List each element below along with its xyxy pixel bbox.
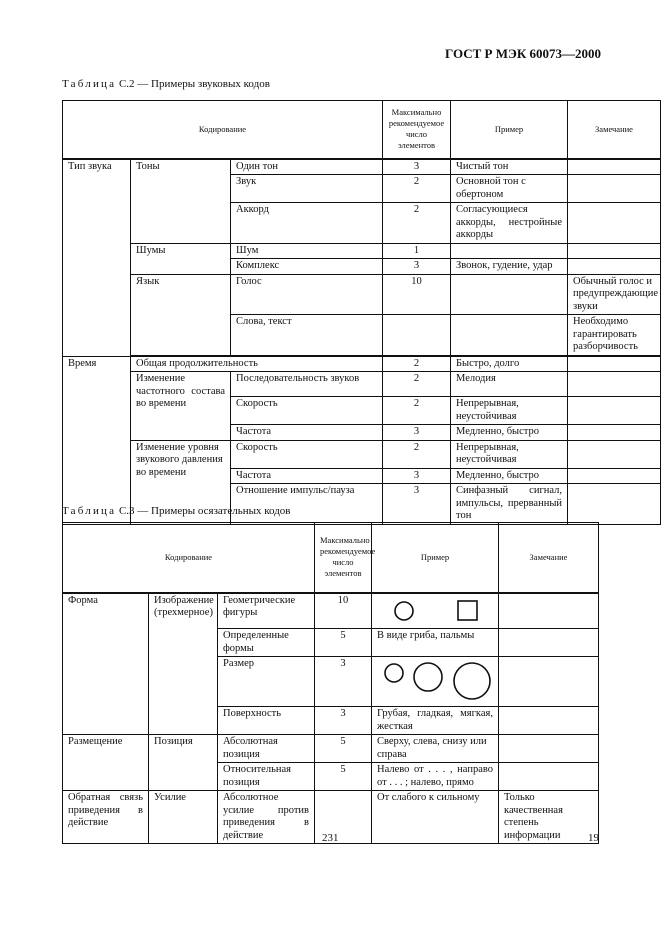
c3-image: Изображение (трехмерное) — [149, 593, 218, 735]
c2-words: Слова, текст — [231, 315, 383, 356]
c2-noises: Шумы — [131, 243, 231, 274]
c2-chord-ex: Согласующиеся аккорды, нестройные аккорды — [451, 203, 568, 244]
c2-noise: Шум — [231, 243, 383, 259]
c2-noise-n: 1 — [383, 243, 451, 259]
c2-words-rem: Необходимо гарантировать разборчивость — [568, 315, 661, 356]
table-c2 — [62, 100, 661, 525]
c3-surface-ex: Грубая, гладкая, мягкая, жесткая — [372, 707, 499, 735]
table-c3 — [62, 522, 599, 844]
c2-tones: Тоны — [131, 159, 231, 244]
circle-and-square-example — [377, 595, 493, 625]
table-c2-caption — [62, 78, 270, 90]
c2-complex: Комплекс — [231, 259, 383, 275]
c2-seq: Последовательность звуков — [231, 372, 383, 397]
c3-header-coding: Кодирование — [63, 523, 315, 593]
c2-rate2-n: 3 — [383, 468, 451, 484]
c2-speed2-n: 2 — [383, 440, 451, 468]
c2-rate1-n: 3 — [383, 425, 451, 441]
c3-geom-example — [372, 593, 499, 629]
c2-voice-n: 10 — [383, 274, 451, 315]
table-c3-caption — [62, 505, 291, 517]
c2-freq-change: Изменение частотного состава во времени — [131, 372, 231, 441]
c2-chord-n: 2 — [383, 203, 451, 244]
c3-header-remark: Замечание — [499, 523, 599, 593]
c3-feedback: Обратная связь приведения в действие — [63, 791, 149, 844]
standard-header: ГОСТ Р МЭК 60073—2000 — [445, 46, 601, 61]
c2-header-max: Максимально рекомендуемое число элементов — [383, 101, 451, 159]
c2-level-change: Изменение уровня звукового давления во времени — [131, 440, 231, 524]
c3-header-max: Максимально рекомендуемое число элементов — [315, 523, 372, 593]
circles-size-example — [377, 658, 493, 704]
c2-seq-n: 2 — [383, 372, 451, 397]
c3-effort: Усилие — [149, 791, 218, 844]
c3-abs-pos-n: 5 — [315, 735, 372, 763]
sheet-number: 19 — [588, 832, 599, 844]
c2-complex-n: 3 — [383, 259, 451, 275]
c3-abs-effort-ex: От слабого к сильному — [372, 791, 499, 844]
c2-speed2: Скорость — [231, 440, 383, 468]
c2-voice-rem: Обычный голос и предупреждающие звуки — [568, 274, 661, 315]
c2-ratio: Отношение импульс/пауза — [231, 484, 383, 525]
c3-defined-n: 5 — [315, 629, 372, 657]
c3-form: Форма — [63, 593, 149, 735]
c2-seq-ex: Мелодия — [451, 372, 568, 397]
c3-geom: Геометрические фигуры — [218, 593, 315, 629]
c2-speed1-n: 2 — [383, 397, 451, 425]
c2-header-coding: Кодирование — [63, 101, 383, 159]
c3-size-n: 3 — [315, 657, 372, 707]
c2-sound: Звук — [231, 175, 383, 203]
c3-rel-pos: Относительная позиция — [218, 763, 315, 791]
c3-placement: Размещение — [63, 735, 149, 791]
table-c2-label: Таблица — [62, 78, 117, 90]
page-number: 231 — [322, 832, 339, 844]
c2-one-tone: Один тон — [231, 159, 383, 175]
c2-language: Язык — [131, 274, 231, 355]
c3-surface-n: 3 — [315, 707, 372, 735]
c3-header-example: Пример — [372, 523, 499, 593]
medium-circle — [414, 663, 442, 691]
c3-rel-pos-ex: Налево от . . . , направо от . . . ; налево, прямо — [372, 763, 499, 791]
c3-position: Позиция — [149, 735, 218, 791]
square-shape — [458, 601, 477, 620]
table-c3-label: Таблица — [62, 505, 117, 517]
c2-total-dur-n: 2 — [383, 356, 451, 372]
c3-abs-pos: Абсолютная позиция — [218, 735, 315, 763]
circle-shape — [395, 602, 413, 620]
large-circle — [454, 663, 490, 699]
c2-header-example: Пример — [451, 101, 568, 159]
c2-sound-n: 2 — [383, 175, 451, 203]
c2-complex-ex: Звонок, гудение, удар — [451, 259, 568, 275]
c2-rate1: Частота — [231, 425, 383, 441]
c2-ratio-ex: Синфазный сигнал, импульсы, прерванный тон — [451, 484, 568, 525]
small-circle — [385, 664, 403, 682]
c2-total-dur: Общая продолжительность — [131, 356, 383, 372]
c3-size: Размер — [218, 657, 315, 707]
c2-speed1-ex: Непрерывная, неустойчивая — [451, 397, 568, 425]
c2-voice: Голос — [231, 274, 383, 315]
c2-one-tone-ex: Чистый тон — [451, 159, 568, 175]
c2-rate2-ex: Медленно, быстро — [451, 468, 568, 484]
c3-geom-n: 10 — [315, 593, 372, 629]
c3-defined-ex: В виде гриба, пальмы — [372, 629, 499, 657]
c3-abs-effort-rem: Только качественная степень информации — [499, 791, 599, 844]
c2-rate2: Частота — [231, 468, 383, 484]
c3-size-example — [372, 657, 499, 707]
c2-speed1: Скорость — [231, 397, 383, 425]
c3-defined: Определенные формы — [218, 629, 315, 657]
c2-time: Время — [63, 356, 131, 524]
c2-total-dur-ex: Быстро, долго — [451, 356, 568, 372]
table-c2-title: С.2 — Примеры звуковых кодов — [118, 78, 270, 90]
c3-abs-pos-ex: Сверху, слева, снизу или справа — [372, 735, 499, 763]
c3-rel-pos-n: 5 — [315, 763, 372, 791]
c2-ratio-n: 3 — [383, 484, 451, 525]
c2-header-remark: Замечание — [568, 101, 661, 159]
c2-sound-ex: Основной тон с обертоном — [451, 175, 568, 203]
table-c3-title: С.3 — Примеры осязательных кодов — [118, 505, 291, 517]
c3-surface: Поверхность — [218, 707, 315, 735]
c3-abs-effort: Абсолютное усилие против приведения в действие — [218, 791, 315, 844]
c2-chord: Аккорд — [231, 203, 383, 244]
c2-speed2-ex: Непрерывная, неустойчивая — [451, 440, 568, 468]
c2-one-tone-n: 3 — [383, 159, 451, 175]
c2-sound-type: Тип звука — [63, 159, 131, 357]
c2-rate1-ex: Медленно, быстро — [451, 425, 568, 441]
